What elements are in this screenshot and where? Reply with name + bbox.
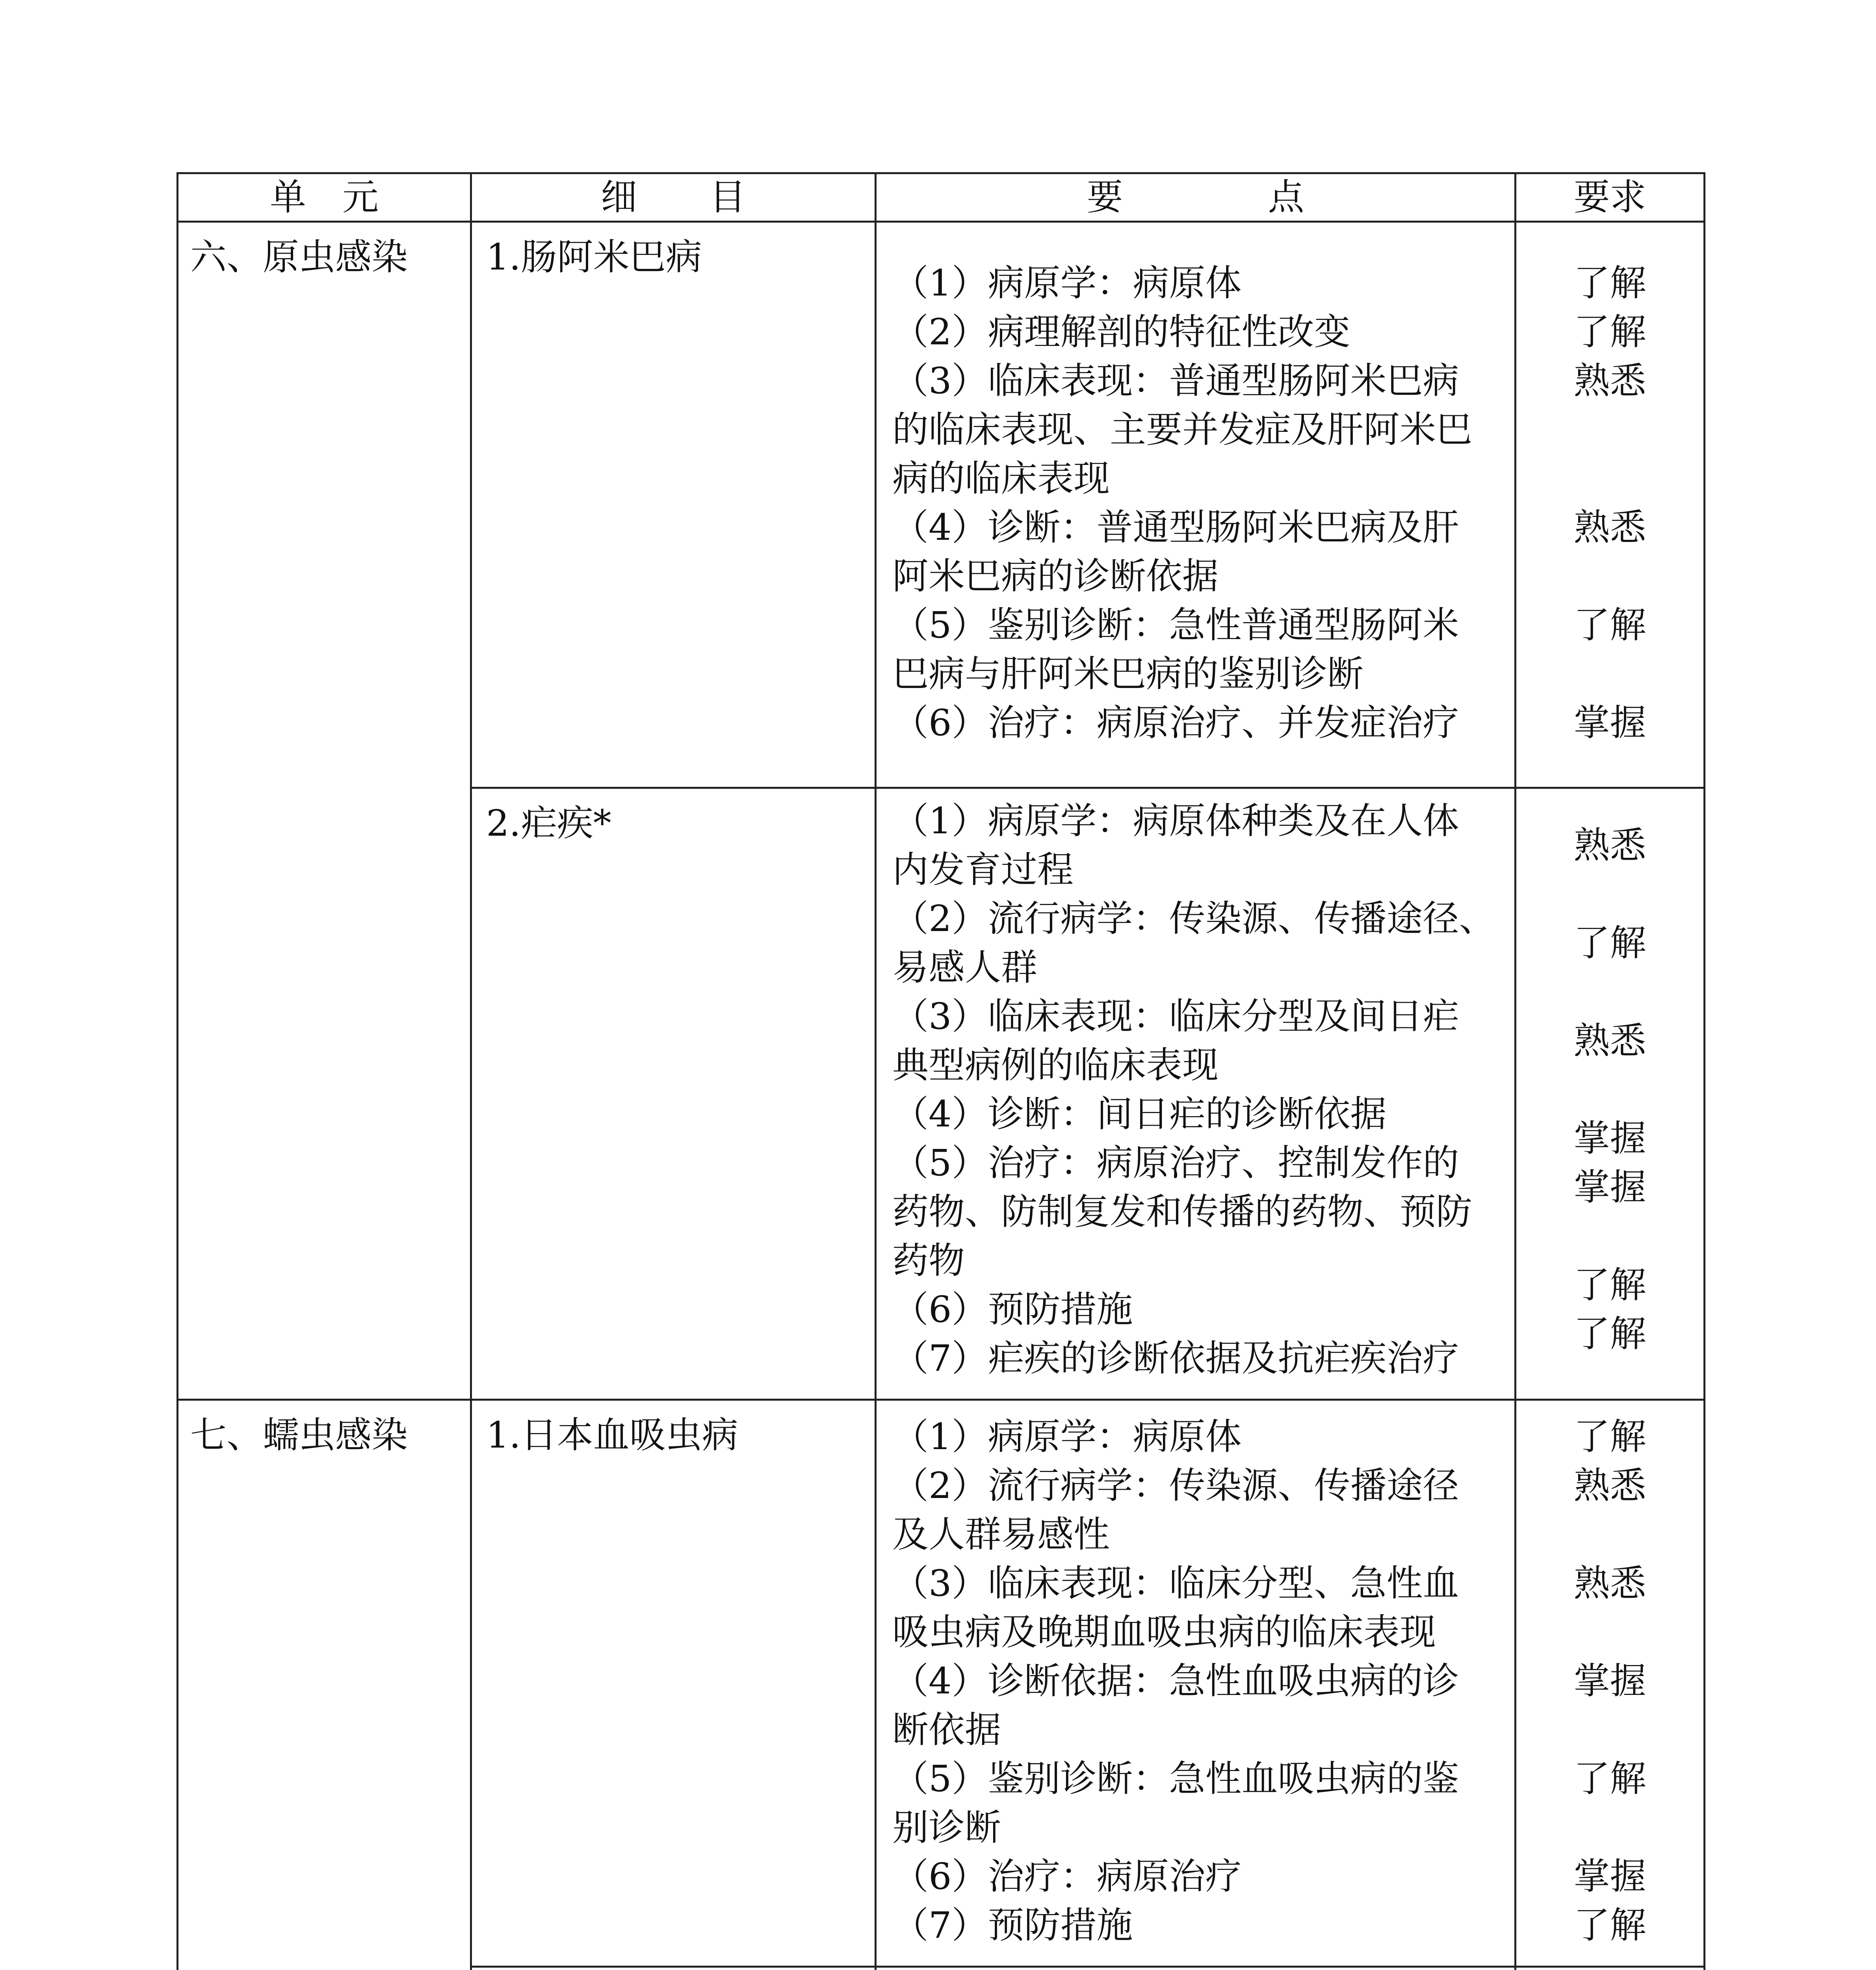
level-label: 熟悉	[1573, 1464, 1646, 1507]
point-line: （2）病理解剖的特征性改变	[892, 311, 1350, 353]
point-line: 别诊断	[892, 1806, 1001, 1849]
points-cell	[876, 1967, 1516, 1970]
syllabus-table	[176, 172, 1705, 1970]
level-label: 了解	[1573, 922, 1646, 964]
item-cell: 2.疟疾*	[471, 788, 876, 1400]
level-label: 熟悉	[1573, 506, 1646, 548]
table-row	[178, 222, 1705, 788]
level-label: 了解	[1573, 1758, 1646, 1800]
level-label: 了解	[1573, 1904, 1646, 1946]
point-line: （1）病原学：病原体	[892, 262, 1242, 304]
level-label: 掌握	[1573, 1166, 1646, 1208]
level-label: 掌握	[1573, 1855, 1646, 1898]
point-line: （2）流行病学：传染源、传播途径、	[892, 898, 1495, 940]
points-cell	[876, 1400, 1516, 1967]
level-label: 熟悉	[1573, 1562, 1646, 1604]
levels-cell	[1516, 788, 1705, 1400]
level-label: 了解	[1573, 311, 1646, 353]
point-line: （4）诊断：间日疟的诊断依据	[892, 1093, 1387, 1135]
point-line: （3）临床表现：普通型肠阿米巴病	[892, 360, 1459, 402]
level-label: 了解	[1573, 1313, 1646, 1355]
point-line: （1）病原学：病原体	[892, 1416, 1242, 1458]
points-cell	[876, 222, 1516, 788]
level-label: 熟悉	[1573, 1020, 1646, 1062]
point-line: （2）流行病学：传染源、传播途径	[892, 1464, 1459, 1507]
point-line: 病的临床表现	[892, 457, 1110, 500]
point-line: 吸虫病及晚期血吸虫病的临床表现	[892, 1611, 1436, 1653]
level-label: 了解	[1573, 1264, 1646, 1306]
point-line: （6）预防措施	[892, 1288, 1133, 1331]
point-line: 典型病例的临床表现	[892, 1044, 1219, 1086]
points-cell	[876, 788, 1516, 1400]
point-line: （5）治疗：病原治疗、控制发作的	[892, 1142, 1459, 1184]
level-label: 了解	[1573, 1416, 1646, 1458]
point-line: 易感人群	[892, 946, 1038, 989]
unit-cell: 六、原虫感染	[178, 222, 471, 1400]
level-label: 掌握	[1573, 1117, 1646, 1160]
point-line: （1）病原学：病原体种类及在人体	[892, 800, 1459, 842]
point-line: （4）诊断依据：急性血吸虫病的诊	[892, 1660, 1459, 1702]
point-line: （3）临床表现：临床分型及间日疟	[892, 995, 1459, 1037]
point-line: 药物	[892, 1240, 965, 1282]
header-unit: 单 元	[178, 173, 471, 222]
item-cell: 1.肠阿米巴病	[471, 222, 876, 788]
level-label: 掌握	[1573, 702, 1646, 744]
point-line: （7）预防措施	[892, 1904, 1133, 1946]
point-line: （4）诊断：普通型肠阿米巴病及肝	[892, 506, 1459, 548]
point-line: 及人群易感性	[892, 1513, 1110, 1556]
point-line: （5）鉴别诊断：急性血吸虫病的鉴	[892, 1758, 1459, 1800]
point-line: （3）临床表现：临床分型、急性血	[892, 1562, 1459, 1604]
levels-cell	[1516, 222, 1705, 788]
levels-cell	[1516, 1967, 1705, 1970]
point-line: 断依据	[892, 1709, 1001, 1751]
point-line: （6）治疗：病原治疗	[892, 1855, 1242, 1898]
point-line: 药物、防制复发和传播的药物、预防	[892, 1191, 1473, 1233]
header-points: 要 点	[876, 173, 1516, 222]
unit-cell: 七、蠕虫感染	[178, 1400, 471, 1970]
point-line: （7）疟疾的诊断依据及抗疟疾治疗	[892, 1337, 1459, 1379]
point-line: （6）治疗：病原治疗、并发症治疗	[892, 702, 1459, 744]
point-line: 巴病与肝阿米巴病的鉴别诊断	[892, 653, 1364, 695]
level-label: 熟悉	[1573, 360, 1646, 402]
header-item: 细 目	[471, 173, 876, 222]
level-label: 了解	[1573, 604, 1646, 646]
table-header-row	[178, 173, 1705, 222]
table-row	[178, 1400, 1705, 1967]
point-line: 内发育过程	[892, 849, 1074, 891]
level-label: 了解	[1573, 262, 1646, 304]
item-cell	[471, 1967, 876, 1970]
point-line: 的临床表现、主要并发症及肝阿米巴	[892, 409, 1473, 451]
point-line: （5）鉴别诊断：急性普通型肠阿米	[892, 604, 1459, 646]
level-label: 熟悉	[1573, 824, 1646, 866]
item-cell: 1.日本血吸虫病	[471, 1400, 876, 1967]
point-line: 阿米巴病的诊断依据	[892, 555, 1219, 597]
levels-cell	[1516, 1400, 1705, 1967]
header-level: 要求	[1516, 173, 1705, 222]
level-label: 掌握	[1573, 1660, 1646, 1702]
